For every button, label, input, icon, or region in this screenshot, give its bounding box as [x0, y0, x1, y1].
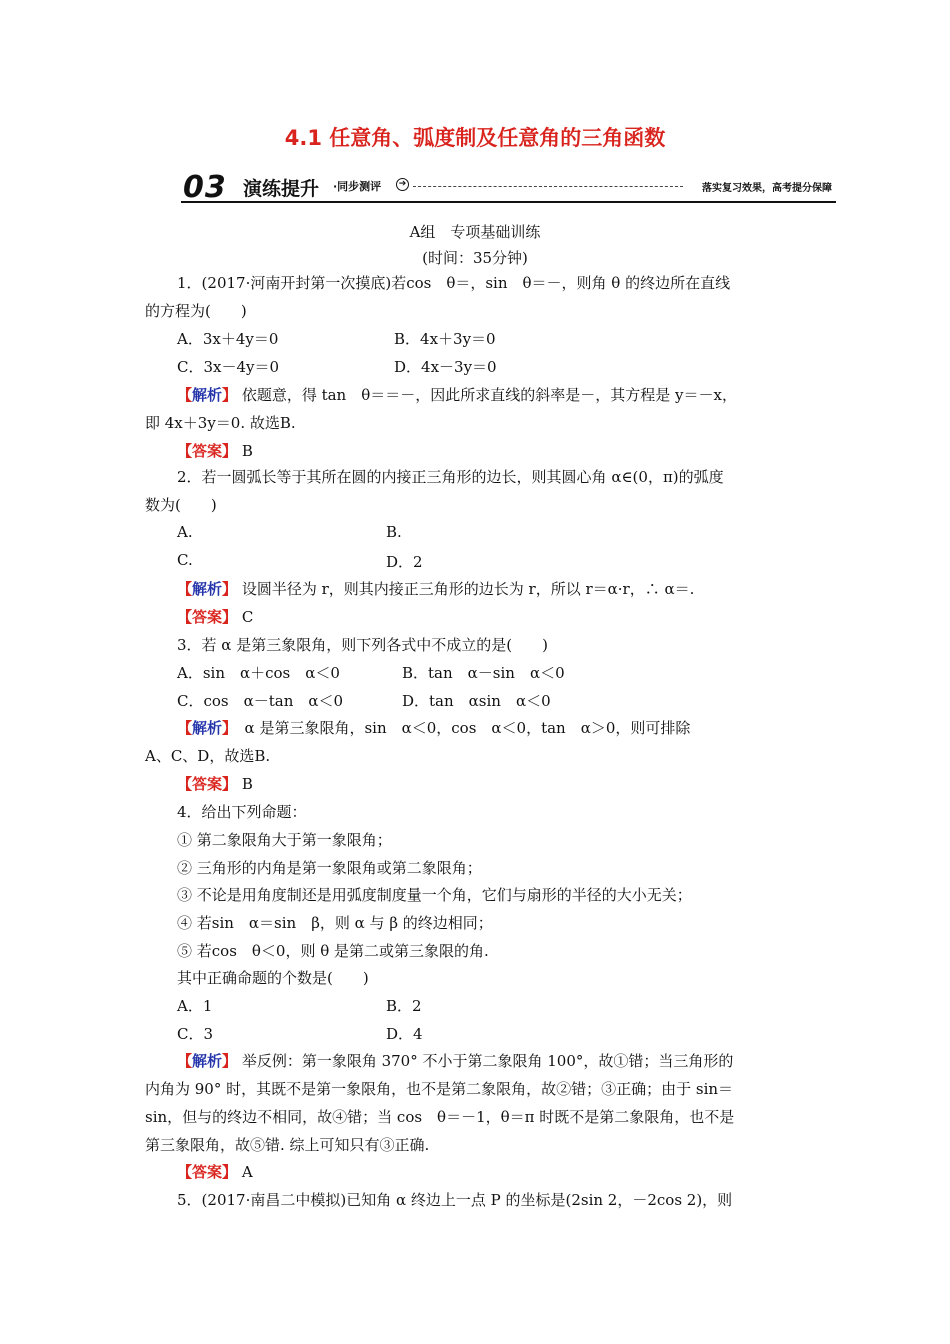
dashed-divider: [413, 186, 683, 187]
q3-stem: 3．若 α 是第三象限角，则下列各式中不成立的是( ): [177, 636, 548, 654]
q1-analysis-line2: 即 4x＋3y＝0. 故选B.: [145, 414, 296, 432]
q3-analysis-line1: 【解析】 α 是第三象限角，sin α＜0，cos α＜0，tan α＞0，则可排除: [177, 719, 691, 737]
q4-proposition-4: ④ 若sin α＝sin β，则 α 与 β 的终边相同；: [177, 914, 493, 932]
q3-option-c: C．cos α－tan α＜0: [177, 692, 344, 710]
banner-slogan: 落实复习效果，高考提分保障: [702, 183, 832, 194]
q4-analysis-line3: sin，但与的终边不相同，故④错；当 cos θ＝－1，θ＝π 时既不是第二象限角，也不是: [145, 1108, 735, 1126]
q4-stem: 4．给出下列命题：: [177, 803, 307, 821]
section-banner: [181, 170, 836, 204]
page-title: 4.1 任意角、弧度制及任意角的三角函数: [284, 126, 666, 150]
q3-option-a: A．sin α＋cos α＜0: [177, 664, 340, 682]
answer-label: 【答案】: [177, 775, 238, 793]
banner-underline: [181, 201, 836, 203]
group-heading: A组 专项基础训练: [409, 223, 541, 241]
q4-option-b: B．2: [386, 997, 422, 1015]
answer-label: 【答案】: [177, 1163, 238, 1181]
arrow-circle-icon: ➔: [396, 178, 409, 191]
q2-stem-line1: 2．若一圆弧长等于其所在圆的内接正三角形的边长，则其圆心角 α∈(0，π)的弧度: [177, 468, 724, 486]
q2-stem-line2: 数为( ): [145, 496, 217, 514]
q4-proposition-2: ② 三角形的内角是第一象限角或第二象限角；: [177, 859, 482, 877]
q4-analysis-line2: 内角为 90° 时，其既不是第一象限角，也不是第二象限角，故②错；③正确；由于 sin＝: [145, 1080, 734, 1098]
q4-proposition-1: ① 第二象限角大于第一象限角；: [177, 831, 392, 849]
analysis-label: 【解析】: [177, 386, 238, 404]
q2-option-d: D．2: [386, 553, 423, 571]
q2-option-a: A.: [177, 523, 193, 541]
q1-answer: 【答案】 B: [177, 442, 253, 460]
banner-heading: 演练提升: [243, 178, 320, 200]
q2-analysis: 【解析】 设圆半径为 r，则其内接正三角形的边长为 r，所以 r＝α·r，∴ α＝.: [177, 580, 695, 598]
time-limit: (时间：35分钟): [422, 249, 528, 267]
answer-label: 【答案】: [177, 608, 238, 626]
q4-analysis-line4: 第三象限角，故⑤错. 综上可知只有③正确.: [145, 1136, 430, 1154]
q1-option-a: A．3x＋4y＝0: [177, 330, 279, 348]
analysis-label: 【解析】: [177, 1052, 238, 1070]
q3-option-b: B．tan α－sin α＜0: [402, 664, 565, 682]
q3-option-d: D．tan αsin α＜0: [402, 692, 551, 710]
q1-option-d: D．4x－3y＝0: [394, 358, 497, 376]
q4-question: 其中正确命题的个数是( ): [177, 969, 369, 987]
q1-stem-line1: 1．(2017·河南开封第一次摸底)若cos θ＝，sin θ＝－，则角 θ 的终边所在直线: [177, 274, 731, 292]
q4-proposition-3: ③ 不论是用角度制还是用弧度制度量一个角，它们与扇形的半径的大小无关；: [177, 886, 692, 904]
analysis-label: 【解析】: [177, 580, 238, 598]
q2-option-c: C.: [177, 551, 193, 569]
analysis-label: 【解析】: [177, 719, 230, 737]
q4-option-d: D．4: [386, 1025, 423, 1043]
q4-option-a: A．1: [177, 997, 213, 1015]
q4-option-c: C．3: [177, 1025, 214, 1043]
q2-answer: 【答案】 C: [177, 608, 254, 626]
q5-stem-line1: 5．(2017·南昌二中模拟)已知角 α 终边上一点 P 的坐标是(2sin 2，－2cos 2)，则: [177, 1191, 733, 1209]
q4-answer: 【答案】 A: [177, 1163, 253, 1181]
q3-analysis-line2: A、C、D，故选B.: [145, 747, 271, 765]
q4-analysis-line1: 【解析】 举反例：第一象限角 370° 不小于第二象限角 100°，故①错；当三角形的: [177, 1052, 734, 1070]
banner-number: 03: [183, 170, 227, 205]
q2-option-b: B.: [386, 523, 402, 541]
q3-answer: 【答案】 B: [177, 775, 253, 793]
q1-analysis-line1: 【解析】 依题意，得 tan θ＝＝－，因此所求直线的斜率是－，其方程是 y＝－x，: [177, 386, 737, 404]
banner-subheading: ·同步测评: [333, 180, 382, 193]
q1-stem-line2: 的方程为( ): [145, 302, 247, 320]
answer-label: 【答案】: [177, 442, 238, 460]
q4-proposition-5: ⑤ 若cos θ＜0，则 θ 是第二或第三象限的角.: [177, 942, 489, 960]
q1-option-b: B．4x＋3y＝0: [394, 330, 496, 348]
q1-option-c: C．3x－4y＝0: [177, 358, 280, 376]
